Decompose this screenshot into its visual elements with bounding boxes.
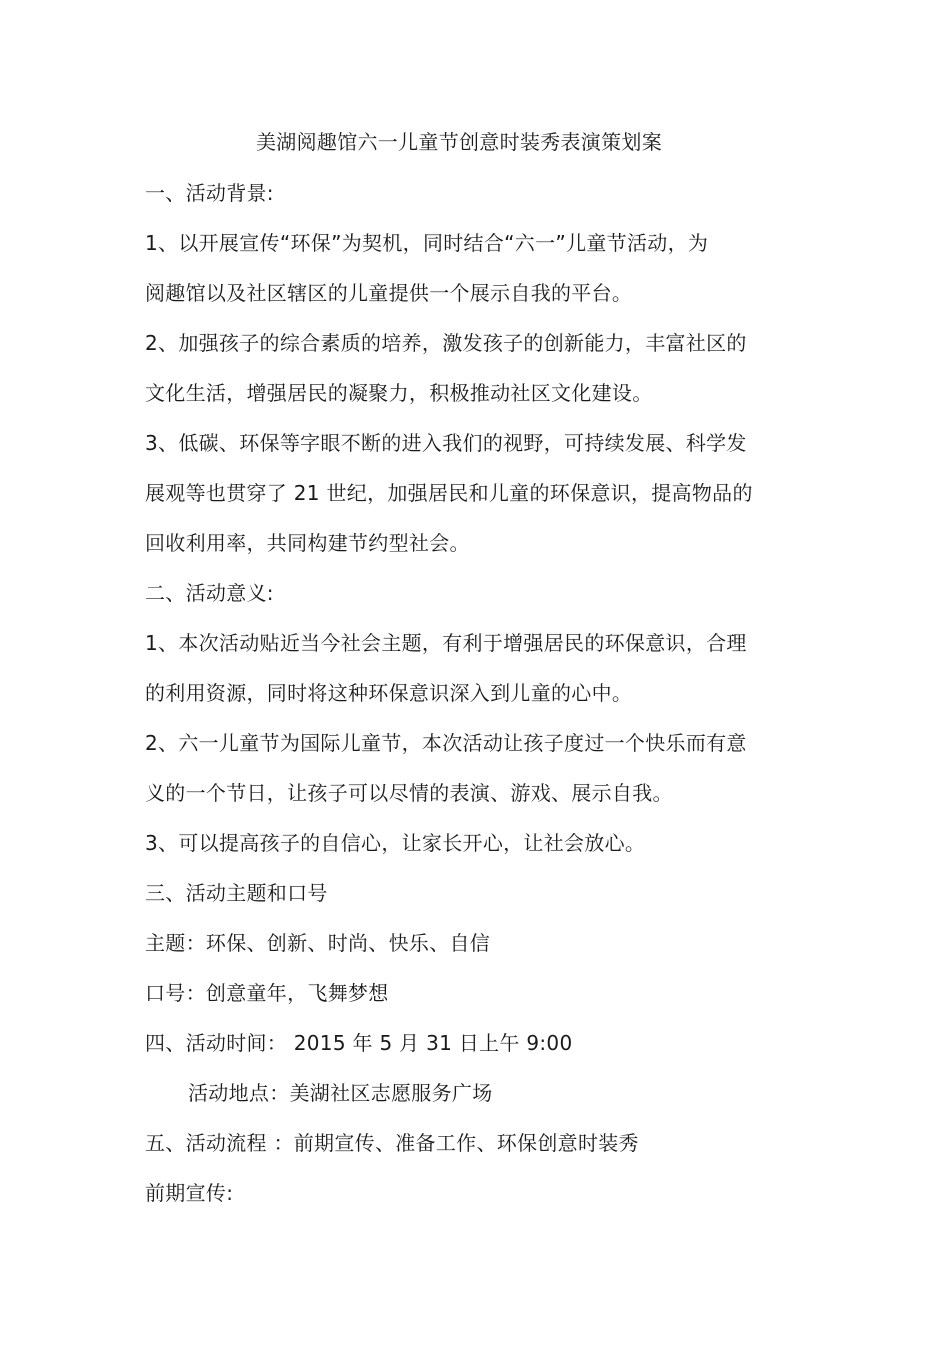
- section-heading-theme: 三、活动主题和口号: [145, 881, 328, 905]
- theme-line: 主题：环保、创新、时尚、快乐、自信: [145, 931, 491, 955]
- paragraph-line: 义的一个节日，让孩子可以尽情的表演、游戏、展示自我。: [145, 781, 673, 805]
- paragraph-line: 阅趣馆以及社区辖区的儿童提供一个展示自我的平台。: [145, 281, 633, 305]
- location-line: 活动地点：美湖社区志愿服务广场: [188, 1081, 493, 1105]
- document-title: 美湖阅趣馆六一儿童节创意时装秀表演策划案: [256, 130, 662, 154]
- paragraph-line: 文化生活，增强居民的凝聚力，积极推动社区文化建设。: [145, 381, 653, 405]
- paragraph-line: 2、加强孩子的综合素质的培养，激发孩子的创新能力，丰富社区的: [145, 331, 747, 355]
- paragraph-line: 3、可以提高孩子的自信心，让家长开心，让社会放心。: [145, 831, 646, 855]
- paragraph-line: 展观等也贯穿了 21 世纪，加强居民和儿童的环保意识，提高物品的: [145, 481, 753, 505]
- section-heading-background: 一、活动背景:: [145, 181, 274, 205]
- slogan-line: 口号：创意童年，飞舞梦想: [145, 981, 389, 1005]
- subheading-publicity: 前期宣传:: [145, 1181, 234, 1205]
- section-heading-significance: 二、活动意义:: [145, 581, 274, 605]
- paragraph-line: 2、六一儿童节为国际儿童节，本次活动让孩子度过一个快乐而有意: [145, 731, 747, 755]
- paragraph-line: 1、以开展宣传“环保”为契机，同时结合“六一”儿童节活动，为: [145, 231, 709, 255]
- paragraph-line: 1、本次活动贴近当今社会主题，有利于增强居民的环保意识，合理: [145, 631, 747, 655]
- paragraph-line: 3、低碳、环保等字眼不断的进入我们的视野，可持续发展、科学发: [145, 431, 747, 455]
- section-heading-time: 四、活动时间： 2015 年 5 月 31 日上午 9:00: [145, 1031, 573, 1055]
- paragraph-line: 回收利用率，共同构建节约型社会。: [145, 531, 470, 555]
- section-heading-process: 五、活动流程 ：前期宣传、准备工作、环保创意时装秀: [145, 1131, 639, 1155]
- paragraph-line: 的利用资源，同时将这种环保意识深入到儿童的心中。: [145, 681, 633, 705]
